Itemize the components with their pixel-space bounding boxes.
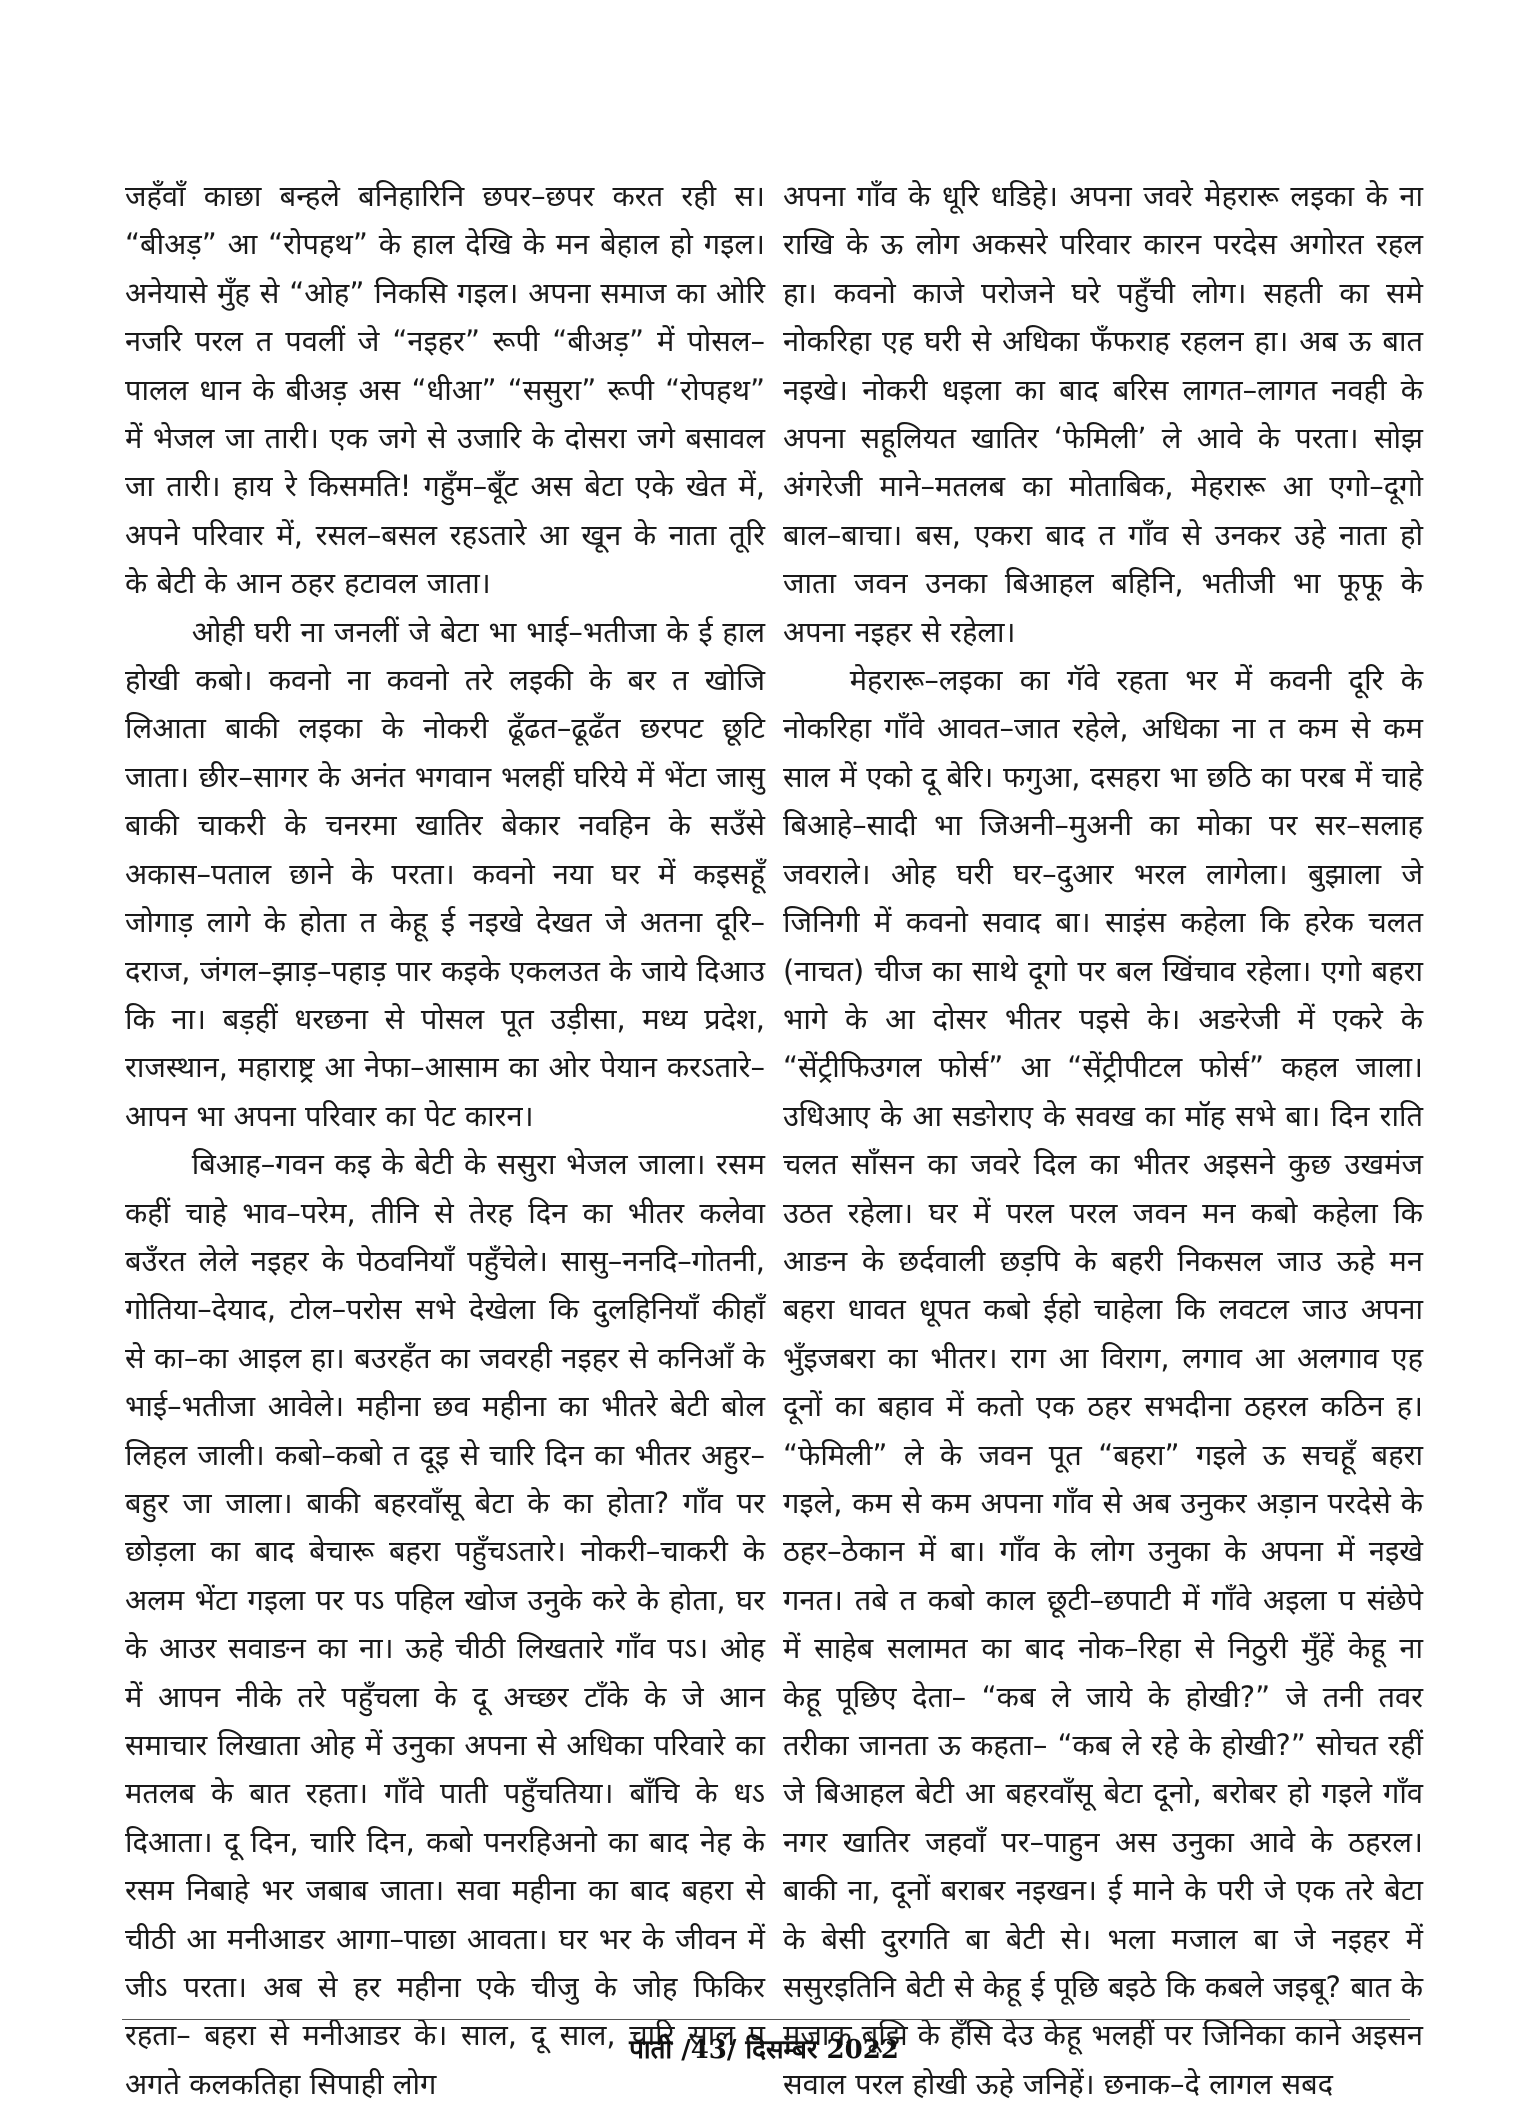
right-column xyxy=(783,172,1423,2108)
page-footer: पाती /43/ दिसम्बर 2022 xyxy=(629,2035,899,2065)
footer-divider xyxy=(122,2019,1410,2020)
paragraph: जहँवाँ काछा बन्हले बनिहारिनि छपर–छपर करत रही स। “बीअड़” आ “रोपहथ” के हाल देखि के मन बेहाल हो गइल। अनेयासे मुँह से “ओह” निकसि गइल। अपना समाज का ओरि नजरि परल त पवलीं जे “नइहर” रूपी “बीअड़” में पोसल–पालल धान के बीअड़ अस “धीआ” “ससुरा” रूपी “रोपहथ” में भेजल जा तारी। एक जगे से उजारि के दोसरा जगे बसावल जा तारी। हाय रे किसमति! गहुँम–बूँट अस बेटा एके खेत में, अपने परिवार में, रसल–बसल रहऽतारे आ खून के नाता तूरि के बेटी के आन ठहर हटावल जाता। xyxy=(125,179,765,601)
paragraph: ओही घरी ना जनलीं जे बेटा भा भाई–भतीजा के ई हाल होखी कबो। कवनो ना कवनो तरे लइकी के बर त खोजि लिआता बाकी लइका के नोकरी ढूँढत–ढूढँत छरपट छूटि जाता। छीर–सागर के अनंत भगवान भलहीं घरिये में भेंटा जासु बाकी चाकरी के चनरमा खातिर बेकार नवहिन के सउँसे अकास–पताल छाने के परता। कवनो नया घर में कइसहूँ जोगाड़ लागे के होता त केहू ई नइखे देखत जे अतना दूरि–दराज, जंगल–झाड़–पहाड़ पार कइके एकलउत के जाये दिआउ कि ना। बड़हीं धरछना से पोसल पूत उड़ीसा, मध्य प्रदेश, राजस्थान, महाराष्ट्र आ नेफा–आसाम का ओर पेयान करऽतारे– आपन भा अपना परिवार का पेट कारन। xyxy=(125,614,765,1133)
paragraph: अपना गाँव के धूरि धडिहे। अपना जवरे मेहरारू लइका के ना राखि के ऊ लोग अकसरे परिवार कारन परदेस अगोरत रहल हा। कवनो काजे परोजने घरे पहुँची लोग। सहती का समे नोकरिहा एह घरी से अधिका फँफराह रहलन हा। अब ऊ बात नइखे। नोकरी धइला का बाद बरिस लागत–लागत नवही के अपना सहूलियत खातिर ‘फेमिली’ ले आवे के परता। सोझ अंगरेजी माने–मतलब का मोताबिक, मेहरारू आ एगो–दूगो बाल–बाचा। बस, एकरा बाद त गाँव से उनकर उहे नाता हो जाता जवन उनका बिआहल बहिनि, भतीजी भा फूफू के अपना नइहर से रहेला। xyxy=(783,179,1423,649)
paragraph: मेहरारू–लइका का गॅवे रहता भर में कवनी दूरि के नोकरिहा गाँवे आवत–जात रहेले, अधिका ना त कम से कम साल में एको दू बेरि। फगुआ, दसहरा भा छठि का परब में चाहे बिआहे–सादी भा जिअनी–मुअनी का मोका पर सर–सलाह जवराले। ओह घरी घर–दुआर भरल लागेला। बुझाला जे जिनिगी में कवनो सवाद बा। साइंस कहेला कि हरेक चलत (नाचत) चीज का साथे दूगो पर बल खिंचाव रहेला। एगो बहरा भागे के आ दोसर भीतर पइसे के। अङरेजी में एकरे के “सेंट्रीफिउगल फोर्स” आ “सेंट्रीपीटल फोर्स” कहल जाला। उधिआए के आ सङोराए के सवख का मॉह सभे बा। दिन राति चलत साँसन का जवरे दिल का भीतर अइसने कुछ उखमंज उठत रहेला। घर में परल परल जवन मन कबो कहेला कि आङन के छर्दवाली छड़पि के बहरी निकसल जाउ ऊहे मन बहरा धावत धूपत कबो ईहो चाहेला कि लवटल जाउ अपना भुँइजबरा का भीतर। राग आ विराग, लगाव आ अलगाव एह दूनों का बहाव में कतो एक ठहर सभदीना ठहरल कठिन ह। “फेमिली” ले के जवन पूत “बहरा” गइले ऊ सचहूँ बहरा गइले, कम से कम अपना गाँव से अब उनुकर अड़ान परदेसे के ठहर–ठेकान में बा। गाँव के लोग उनुका के अपना में नइखे गनत। तबे त कबो काल छूटी–छपाटी में गाँवे अइला प संछेपे में साहेब सलामत का बाद नोक–रिहा से निठुरी मुँहें केहू ना केहू पूछिए देता– “कब ले जाये के होखी?” जे तनी तवर तरीका जानता ऊ कहता– “कब ले रहे के होखी?” सोचत रहीं जे बिआहल बेटी आ बहरवाँसू बेटा दूनो, बरोबर हो गइले गाँव नगर खातिर जहवाँ पर–पाहुन अस उनुका आवे के ठहरल। बाकी ना, दूनों बराबर नइखन। ई माने के परी जे एक तरे बेटा के बेसी दुरगति बा बेटी से। भला मजाल बा जे नइहर में ससुरइतिनि बेटी से केहू ई पूछि बइठे कि कबले जइबू? बात के मजाक बूझि के हँसि देउ केहू भलहीं पर जिनिका काने अइसन सवाल परल होखी ऊहे जनिहें। छनाक–दे लागल सबद xyxy=(783,663,1423,2101)
left-column xyxy=(125,172,765,2108)
paragraph: बिआह–गवन कइ के बेटी के ससुरा भेजल जाला। रसम कहीं चाहे भाव–परेम, तीनि से तेरह दिन का भीतर कलेवा बउँरत लेले नइहर के पेठवनियाँ पहुँचेले। सासु–ननदि–गोतनी, गोतिया–देयाद, टोल–परोस सभे देखेला कि दुलहिनियाँ कीहाँ से का–का आइल हा। बउरहँत का जवरही नइहर से कनिआँ के भाई–भतीजा आवेले। महीना छव महीना का भीतरे बेटी बोल लिहल जाली। कबो–कबो त दूइ से चारि दिन का भीतर अहुर–बहुर जा जाला। बाकी बहरवाँसू बेटा के का होता? गाँव पर छोड़ला का बाद बेचारू बहरा पहुँचऽतारे। नोकरी–चाकरी के अलम भेंटा गइला पर पऽ पहिल खोज उनुके करे के होता, घर के आउर सवाङन का ना। ऊहे चीठी लिखतारे गाँव पऽ। ओह में आपन नीके तरे पहुँचला के दू अच्छर टाँके के जे आन समाचार लिखाता ओह में उनुका अपना से अधिका परिवारे का मतलब के बात रहता। गाँवे पाती पहुँचतिया। बाँचि के धऽ दिआता। दू दिन, चारि दिन, कबो पनरहिअनो का बाद नेह के रसम निबाहे भर जबाब जाता। सवा महीना का बाद बहरा से चीठी आ मनीआडर आगा–पाछा आवता। घर भर के जीवन में जीऽ परता। अब से हर महीना एके चीजु के जोह फिकिर रहता– बहरा से मनीआडर के। साल, दू साल, चारि साल प अगते कलकतिहा सिपाही लोग xyxy=(125,1147,765,2101)
